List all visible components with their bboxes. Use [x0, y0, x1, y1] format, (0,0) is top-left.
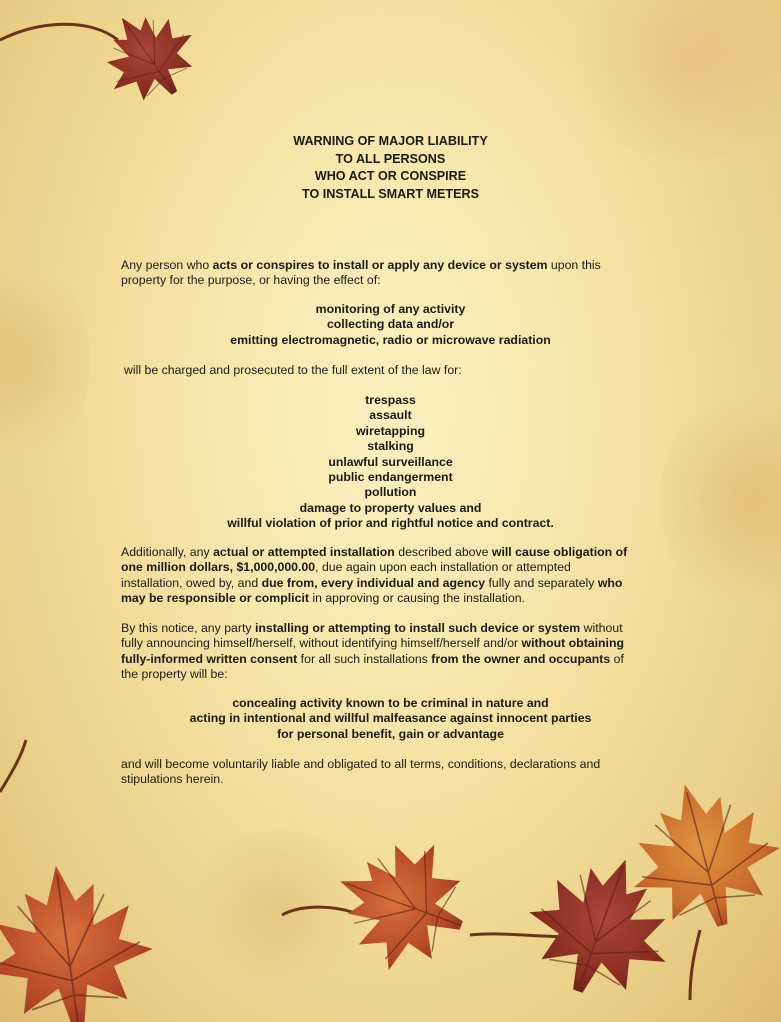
notice-title	[0, 133, 781, 203]
title-line: TO INSTALL SMART METERS	[301, 186, 479, 201]
charge-item: willful violation of prior and rightful notice and contract.	[227, 516, 554, 531]
charge-item: unlawful surveillance	[328, 454, 453, 469]
conduct-item: concealing activity known to be criminal in nature and	[232, 696, 549, 710]
effect-item: monitoring of any activity	[315, 302, 466, 316]
charge-item: assault	[369, 408, 412, 423]
intro-paragraph	[121, 258, 681, 289]
charge-item: trespass	[365, 393, 416, 407]
maple-leaf-icon	[0, 0, 213, 120]
charge-item: public endangerment	[328, 470, 453, 485]
notice-line: the property will be:	[121, 667, 228, 682]
charged-statement: will be charged and prosecuted to the full extent of the law for:	[124, 363, 462, 377]
maple-leaf-icon	[282, 819, 484, 988]
title-line: WHO ACT OR CONSPIRE	[314, 169, 467, 183]
stem-icon	[0, 740, 26, 792]
effects-list	[0, 302, 781, 348]
closing-paragraph	[121, 757, 681, 788]
intro-line: Any person who acts or conspires to install or apply any device or system upon this	[121, 258, 601, 272]
effect-item: emitting electromagnetic, radio or microwave radiation	[230, 332, 551, 347]
intro-line: property for the purpose, or having the effect of:	[121, 273, 381, 288]
notice-paragraph	[121, 621, 681, 683]
charge-item: stalking	[367, 439, 414, 454]
notice-line: fully announcing himself/herself, without identifying himself/herself and/or without obtaining	[121, 636, 624, 651]
watercolor-stain	[180, 830, 380, 980]
charge-item: damage to property values and	[299, 500, 482, 515]
conduct-item: acting in intentional and willful malfeasance against innocent parties	[189, 711, 592, 726]
maple-leaf-icon	[0, 854, 162, 1022]
notice-line: fully-informed written consent for all such installations from the owner and occupants of	[121, 651, 624, 666]
maple-leaf-icon	[470, 835, 694, 1016]
conduct-list	[0, 696, 781, 742]
title-line: TO ALL PERSONS	[335, 151, 446, 166]
charge-item: wiretapping	[355, 423, 425, 438]
effect-item: collecting data and/or	[326, 317, 455, 332]
liability-line: installation, owed by, and due from, every individual and agency fully and separately who	[121, 575, 623, 590]
maple-leaf-icon	[612, 765, 781, 1000]
charges-list	[0, 393, 781, 532]
liability-line: one million dollars, $1,000,000.00, due again upon each installation or attempted	[121, 560, 571, 575]
closing-line: stipulations herein.	[121, 772, 224, 787]
conduct-item: for personal benefit, gain or advantage	[277, 726, 504, 741]
notice-line: By this notice, any party installing or attempting to install such device or system without	[121, 621, 623, 635]
charge-item: pollution	[364, 485, 417, 500]
liability-line: may be responsible or complicit in approving or causing the installation.	[121, 591, 525, 606]
liability-paragraph	[121, 545, 681, 607]
liability-line: Additionally, any actual or attempted installation described above will cause obligation of	[121, 545, 628, 559]
closing-line: and will become voluntarily liable and obligated to all terms, conditions, declarations and	[121, 757, 601, 771]
title-line: WARNING OF MAJOR LIABILITY	[293, 134, 488, 148]
